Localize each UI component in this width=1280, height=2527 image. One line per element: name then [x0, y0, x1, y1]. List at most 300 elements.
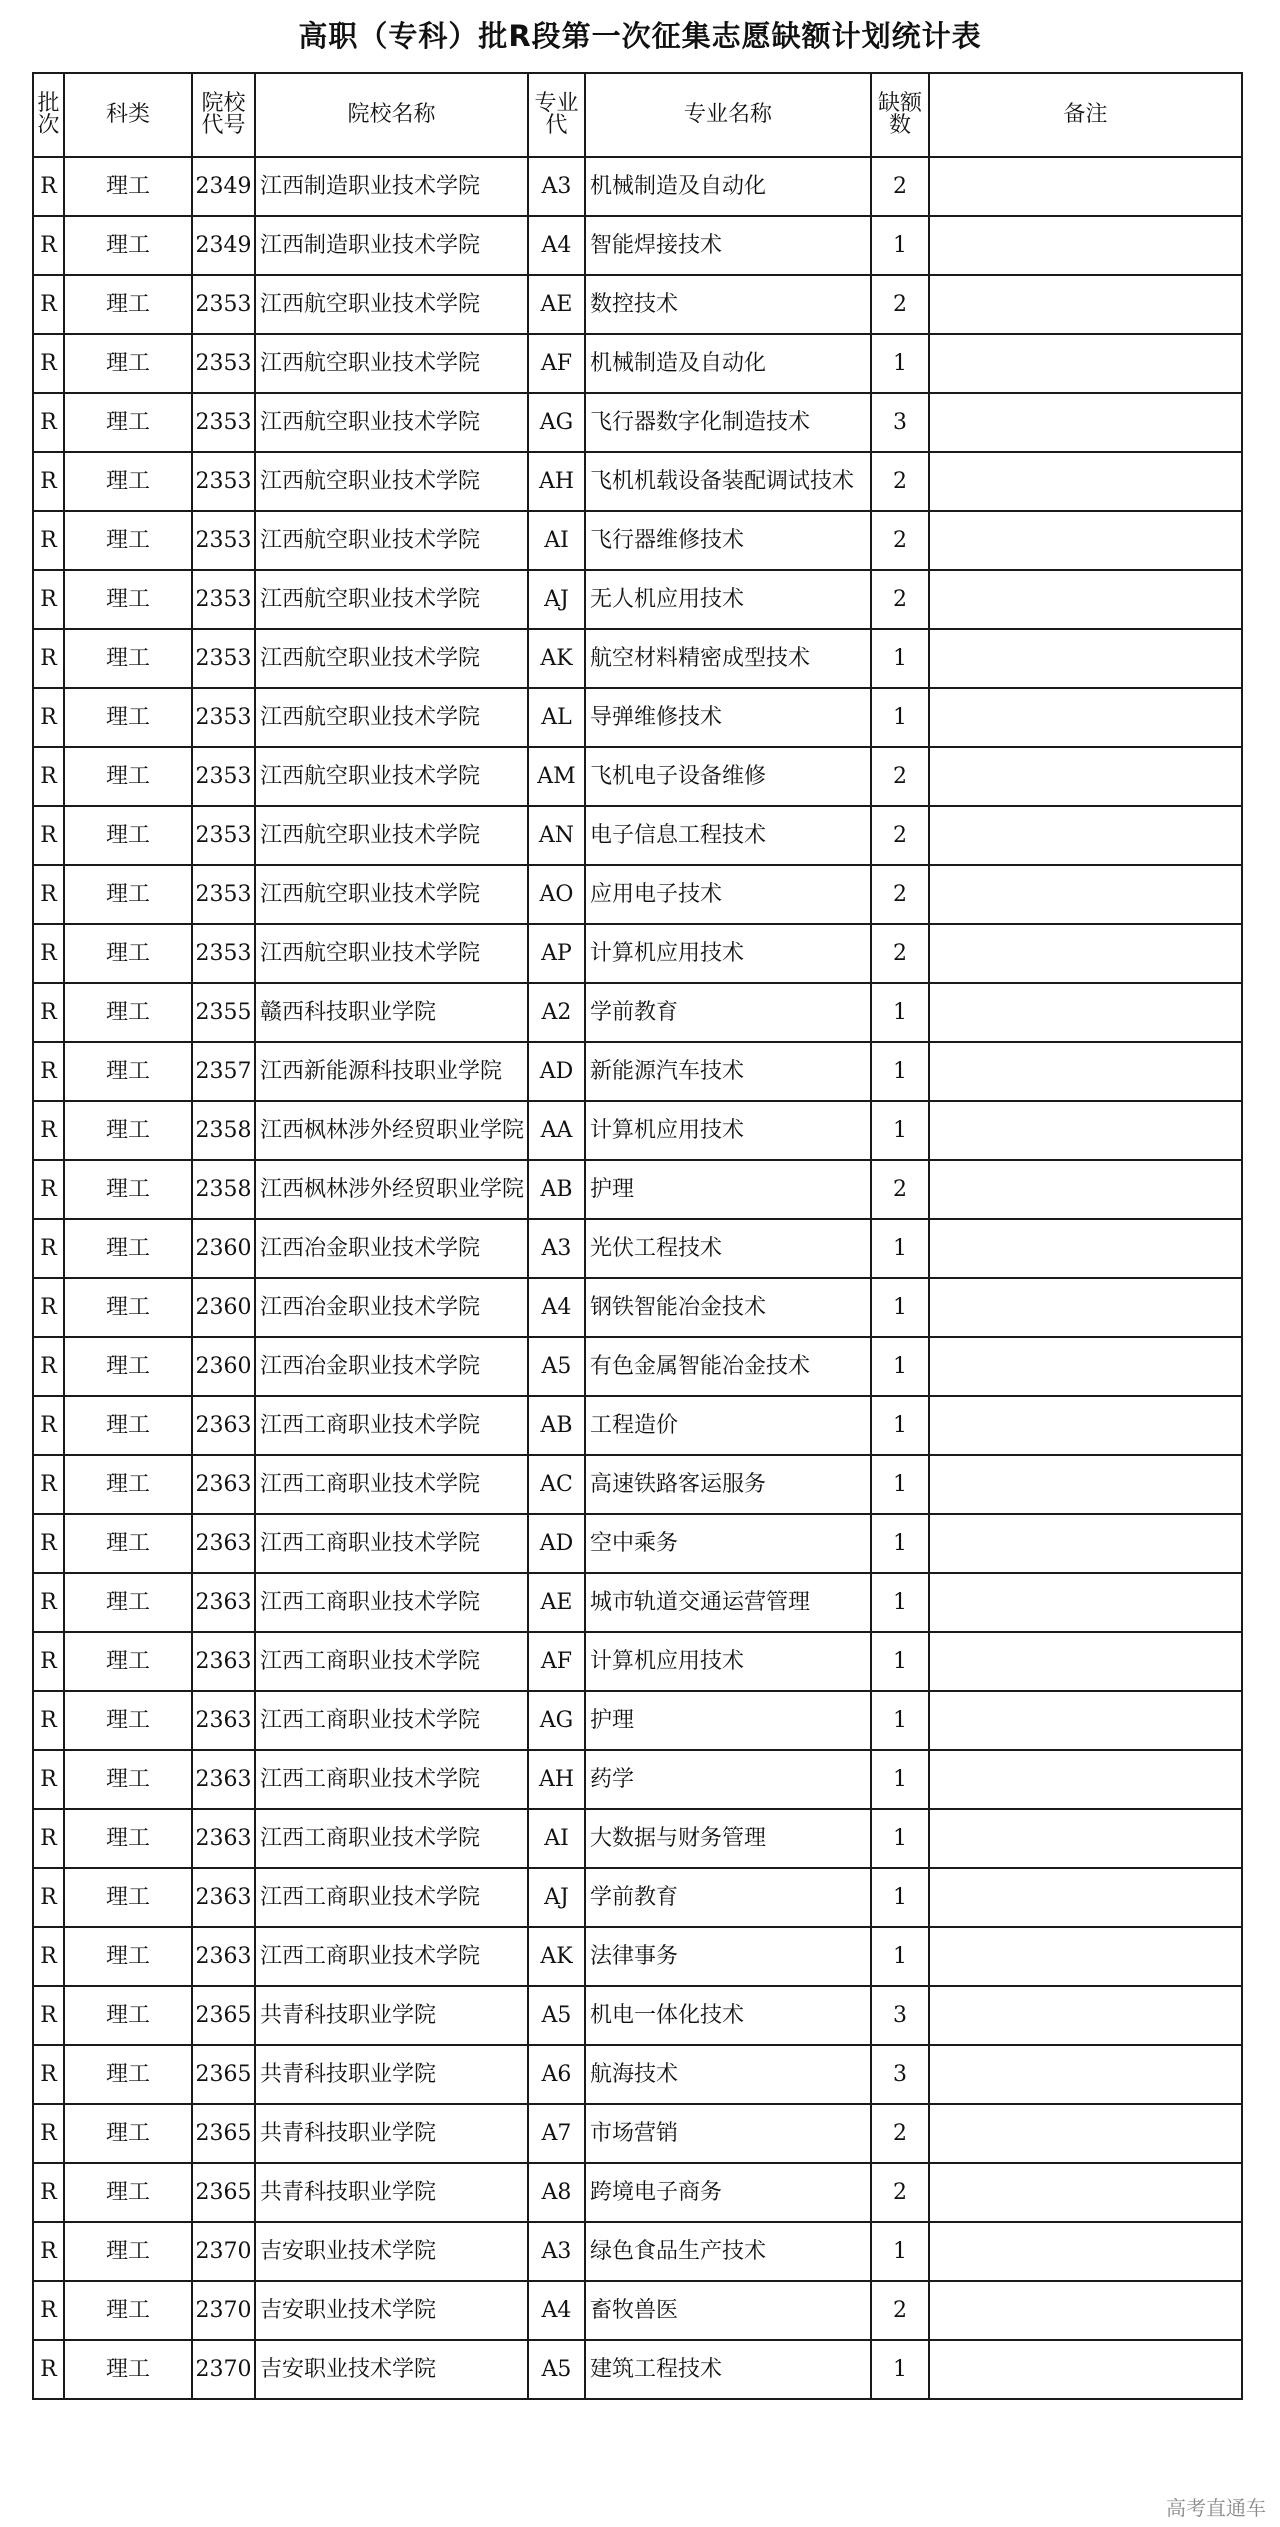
cell-school-code: 2363 — [192, 1868, 255, 1927]
cell-major-code: AH — [528, 1750, 585, 1809]
cell-school-code: 2355 — [192, 983, 255, 1042]
cell-school-name: 江西工商职业技术学院 — [255, 1573, 528, 1632]
cell-school-name: 江西冶金职业技术学院 — [255, 1278, 528, 1337]
cell-remark — [929, 1750, 1242, 1809]
cell-remark — [929, 1927, 1242, 1986]
table-row — [33, 1337, 1242, 1396]
header-school-name: 院校名称 — [255, 73, 528, 157]
table-row — [33, 2104, 1242, 2163]
cell-school-name: 江西航空职业技术学院 — [255, 865, 528, 924]
cell-school-code: 2353 — [192, 865, 255, 924]
table-row — [33, 1160, 1242, 1219]
cell-school-name: 江西航空职业技术学院 — [255, 570, 528, 629]
cell-school-code: 2358 — [192, 1101, 255, 1160]
cell-school-name: 江西工商职业技术学院 — [255, 1750, 528, 1809]
table-row — [33, 157, 1242, 216]
table-row — [33, 2281, 1242, 2340]
cell-school-code: 2363 — [192, 1573, 255, 1632]
cell-remark — [929, 747, 1242, 806]
cell-school-code: 2353 — [192, 275, 255, 334]
cell-category: 理工 — [64, 2340, 192, 2399]
cell-category: 理工 — [64, 1868, 192, 1927]
cell-school-code: 2363 — [192, 1514, 255, 1573]
cell-batch: R — [33, 1927, 64, 1986]
cell-category: 理工 — [64, 216, 192, 275]
cell-batch: R — [33, 334, 64, 393]
cell-batch: R — [33, 1042, 64, 1101]
cell-school-name: 江西冶金职业技术学院 — [255, 1337, 528, 1396]
cell-batch: R — [33, 1573, 64, 1632]
cell-category: 理工 — [64, 570, 192, 629]
cell-category: 理工 — [64, 1514, 192, 1573]
header-major-code: 专业代 — [528, 73, 585, 157]
table-body — [33, 157, 1242, 2399]
cell-major-code: A5 — [528, 2340, 585, 2399]
cell-major-code: AB — [528, 1396, 585, 1455]
cell-batch: R — [33, 2281, 64, 2340]
cell-category: 理工 — [64, 1278, 192, 1337]
cell-shortfall: 2 — [871, 2281, 929, 2340]
cell-major-code: A5 — [528, 1337, 585, 1396]
cell-school-code: 2360 — [192, 1219, 255, 1278]
cell-category: 理工 — [64, 983, 192, 1042]
cell-remark — [929, 1809, 1242, 1868]
table-row — [33, 865, 1242, 924]
cell-shortfall: 2 — [871, 1160, 929, 1219]
cell-batch: R — [33, 1514, 64, 1573]
cell-school-name: 共青科技职业学院 — [255, 2045, 528, 2104]
cell-remark — [929, 1160, 1242, 1219]
cell-major-name: 市场营销 — [585, 2104, 871, 2163]
table-row — [33, 747, 1242, 806]
cell-shortfall: 1 — [871, 1278, 929, 1337]
cell-batch: R — [33, 2163, 64, 2222]
table-row — [33, 1632, 1242, 1691]
cell-major-code: AP — [528, 924, 585, 983]
cell-batch: R — [33, 1986, 64, 2045]
cell-school-code: 2353 — [192, 688, 255, 747]
cell-shortfall: 1 — [871, 1101, 929, 1160]
cell-major-name: 跨境电子商务 — [585, 2163, 871, 2222]
table-row — [33, 334, 1242, 393]
cell-shortfall: 3 — [871, 2045, 929, 2104]
cell-major-code: A5 — [528, 1986, 585, 2045]
cell-major-code: A4 — [528, 216, 585, 275]
cell-remark — [929, 570, 1242, 629]
cell-category: 理工 — [64, 334, 192, 393]
cell-shortfall: 3 — [871, 1986, 929, 2045]
cell-major-code: A4 — [528, 2281, 585, 2340]
cell-major-name: 护理 — [585, 1691, 871, 1750]
cell-major-name: 学前教育 — [585, 983, 871, 1042]
cell-shortfall: 1 — [871, 1396, 929, 1455]
cell-school-code: 2353 — [192, 452, 255, 511]
cell-category: 理工 — [64, 275, 192, 334]
cell-major-name: 计算机应用技术 — [585, 924, 871, 983]
cell-school-name: 共青科技职业学院 — [255, 2104, 528, 2163]
cell-batch: R — [33, 1337, 64, 1396]
cell-major-name: 建筑工程技术 — [585, 2340, 871, 2399]
cell-school-code: 2363 — [192, 1809, 255, 1868]
table-row — [33, 2340, 1242, 2399]
cell-major-name: 航空材料精密成型技术 — [585, 629, 871, 688]
cell-major-name: 空中乘务 — [585, 1514, 871, 1573]
table-row — [33, 983, 1242, 1042]
cell-school-code: 2363 — [192, 1927, 255, 1986]
cell-school-code: 2353 — [192, 393, 255, 452]
cell-category: 理工 — [64, 1042, 192, 1101]
cell-category: 理工 — [64, 747, 192, 806]
cell-batch: R — [33, 806, 64, 865]
header-batch: 批次 — [33, 73, 64, 157]
cell-shortfall: 1 — [871, 1514, 929, 1573]
cell-shortfall: 2 — [871, 2104, 929, 2163]
cell-school-name: 吉安职业技术学院 — [255, 2222, 528, 2281]
cell-major-code: A6 — [528, 2045, 585, 2104]
cell-batch: R — [33, 570, 64, 629]
table-row — [33, 1691, 1242, 1750]
table-row — [33, 511, 1242, 570]
cell-school-name: 江西工商职业技术学院 — [255, 1396, 528, 1455]
cell-shortfall: 2 — [871, 157, 929, 216]
cell-remark — [929, 1691, 1242, 1750]
cell-school-code: 2353 — [192, 747, 255, 806]
header-shortfall: 缺额数 — [871, 73, 929, 157]
table-row — [33, 1278, 1242, 1337]
table-row — [33, 393, 1242, 452]
table-row — [33, 1101, 1242, 1160]
cell-major-name: 法律事务 — [585, 1927, 871, 1986]
cell-school-code: 2349 — [192, 216, 255, 275]
cell-category: 理工 — [64, 1927, 192, 1986]
cell-remark — [929, 1219, 1242, 1278]
cell-category: 理工 — [64, 1101, 192, 1160]
cell-batch: R — [33, 2340, 64, 2399]
cell-remark — [929, 1337, 1242, 1396]
cell-major-name: 飞机机载设备装配调试技术 — [585, 452, 871, 511]
cell-shortfall: 2 — [871, 2163, 929, 2222]
cell-school-code: 2365 — [192, 2045, 255, 2104]
cell-school-code: 2349 — [192, 157, 255, 216]
cell-batch: R — [33, 747, 64, 806]
cell-school-name: 吉安职业技术学院 — [255, 2340, 528, 2399]
cell-school-name: 江西航空职业技术学院 — [255, 334, 528, 393]
table-row — [33, 452, 1242, 511]
cell-batch: R — [33, 629, 64, 688]
cell-shortfall: 1 — [871, 1632, 929, 1691]
cell-major-code: AE — [528, 1573, 585, 1632]
table-row — [33, 1396, 1242, 1455]
cell-school-code: 2353 — [192, 570, 255, 629]
cell-shortfall: 2 — [871, 747, 929, 806]
cell-major-code: AL — [528, 688, 585, 747]
cell-remark — [929, 1514, 1242, 1573]
cell-remark — [929, 334, 1242, 393]
cell-school-code: 2363 — [192, 1455, 255, 1514]
cell-major-name: 计算机应用技术 — [585, 1632, 871, 1691]
cell-remark — [929, 216, 1242, 275]
cell-category: 理工 — [64, 806, 192, 865]
shortfall-table — [32, 72, 1243, 2400]
cell-school-name: 江西航空职业技术学院 — [255, 688, 528, 747]
table-header-row — [33, 73, 1242, 157]
cell-remark — [929, 452, 1242, 511]
header-category: 科类 — [64, 73, 192, 157]
cell-batch: R — [33, 865, 64, 924]
cell-remark — [929, 1868, 1242, 1927]
cell-remark — [929, 157, 1242, 216]
cell-category: 理工 — [64, 1396, 192, 1455]
cell-shortfall: 1 — [871, 1337, 929, 1396]
table-row — [33, 688, 1242, 747]
header-major-name: 专业名称 — [585, 73, 871, 157]
cell-major-code: AN — [528, 806, 585, 865]
watermark: 高考直通车 — [1166, 2496, 1266, 2520]
cell-remark — [929, 1986, 1242, 2045]
cell-school-code: 2370 — [192, 2222, 255, 2281]
cell-category: 理工 — [64, 1573, 192, 1632]
cell-batch: R — [33, 275, 64, 334]
cell-school-name: 江西枫林涉外经贸职业学院 — [255, 1160, 528, 1219]
cell-category: 理工 — [64, 1750, 192, 1809]
cell-batch: R — [33, 924, 64, 983]
cell-category: 理工 — [64, 157, 192, 216]
table-row — [33, 1219, 1242, 1278]
cell-batch: R — [33, 511, 64, 570]
cell-school-name: 江西枫林涉外经贸职业学院 — [255, 1101, 528, 1160]
cell-category: 理工 — [64, 393, 192, 452]
cell-shortfall: 1 — [871, 1691, 929, 1750]
cell-remark — [929, 2045, 1242, 2104]
cell-school-code: 2363 — [192, 1632, 255, 1691]
table-row — [33, 1455, 1242, 1514]
cell-major-name: 新能源汽车技术 — [585, 1042, 871, 1101]
cell-remark — [929, 2163, 1242, 2222]
cell-remark — [929, 2222, 1242, 2281]
cell-major-name: 飞行器数字化制造技术 — [585, 393, 871, 452]
cell-school-code: 2353 — [192, 806, 255, 865]
cell-major-name: 有色金属智能冶金技术 — [585, 1337, 871, 1396]
cell-shortfall: 1 — [871, 1868, 929, 1927]
cell-school-name: 江西制造职业技术学院 — [255, 216, 528, 275]
cell-school-name: 赣西科技职业学院 — [255, 983, 528, 1042]
cell-major-code: AB — [528, 1160, 585, 1219]
cell-school-code: 2365 — [192, 2104, 255, 2163]
cell-major-code: AK — [528, 629, 585, 688]
cell-category: 理工 — [64, 2163, 192, 2222]
cell-major-name: 机电一体化技术 — [585, 1986, 871, 2045]
cell-category: 理工 — [64, 1219, 192, 1278]
cell-category: 理工 — [64, 1691, 192, 1750]
page-title: 高职（专科）批R段第一次征集志愿缺额计划统计表 — [298, 19, 982, 53]
cell-school-code: 2358 — [192, 1160, 255, 1219]
table-row — [33, 2045, 1242, 2104]
cell-major-code: AD — [528, 1042, 585, 1101]
table-row — [33, 1750, 1242, 1809]
table-row — [33, 216, 1242, 275]
cell-major-code: AD — [528, 1514, 585, 1573]
cell-category: 理工 — [64, 1455, 192, 1514]
cell-category: 理工 — [64, 1632, 192, 1691]
cell-batch: R — [33, 1868, 64, 1927]
cell-batch: R — [33, 452, 64, 511]
cell-shortfall: 1 — [871, 334, 929, 393]
cell-major-code: A3 — [528, 157, 585, 216]
cell-school-code: 2357 — [192, 1042, 255, 1101]
cell-remark — [929, 275, 1242, 334]
table-row — [33, 1986, 1242, 2045]
table-row — [33, 1809, 1242, 1868]
cell-school-code: 2360 — [192, 1278, 255, 1337]
cell-school-code: 2363 — [192, 1750, 255, 1809]
table-row — [33, 924, 1242, 983]
cell-category: 理工 — [64, 2281, 192, 2340]
table-row — [33, 1927, 1242, 1986]
cell-school-code: 2363 — [192, 1396, 255, 1455]
cell-shortfall: 2 — [871, 452, 929, 511]
cell-major-name: 工程造价 — [585, 1396, 871, 1455]
cell-school-name: 江西工商职业技术学院 — [255, 1514, 528, 1573]
cell-major-code: AI — [528, 1809, 585, 1868]
table-row — [33, 2163, 1242, 2222]
cell-major-name: 机械制造及自动化 — [585, 334, 871, 393]
cell-major-name: 数控技术 — [585, 275, 871, 334]
cell-major-code: AF — [528, 334, 585, 393]
cell-school-name: 江西制造职业技术学院 — [255, 157, 528, 216]
cell-shortfall: 1 — [871, 1455, 929, 1514]
cell-shortfall: 1 — [871, 1219, 929, 1278]
cell-shortfall: 2 — [871, 511, 929, 570]
cell-school-code: 2365 — [192, 1986, 255, 2045]
cell-school-code: 2363 — [192, 1691, 255, 1750]
cell-shortfall: 1 — [871, 1042, 929, 1101]
cell-school-name: 江西航空职业技术学院 — [255, 275, 528, 334]
cell-major-code: A7 — [528, 2104, 585, 2163]
cell-category: 理工 — [64, 1809, 192, 1868]
cell-batch: R — [33, 1632, 64, 1691]
cell-school-name: 吉安职业技术学院 — [255, 2281, 528, 2340]
cell-major-name: 飞行器维修技术 — [585, 511, 871, 570]
cell-major-code: A8 — [528, 2163, 585, 2222]
cell-category: 理工 — [64, 2222, 192, 2281]
cell-major-code: AF — [528, 1632, 585, 1691]
cell-remark — [929, 983, 1242, 1042]
cell-school-code: 2365 — [192, 2163, 255, 2222]
cell-major-code: AJ — [528, 1868, 585, 1927]
table-row — [33, 2222, 1242, 2281]
cell-school-code: 2370 — [192, 2340, 255, 2399]
cell-shortfall: 1 — [871, 1927, 929, 1986]
cell-remark — [929, 1573, 1242, 1632]
cell-school-name: 江西航空职业技术学院 — [255, 806, 528, 865]
header-school-code: 院校代号 — [192, 73, 255, 157]
cell-batch: R — [33, 157, 64, 216]
header-remark: 备注 — [929, 73, 1242, 157]
cell-major-name: 机械制造及自动化 — [585, 157, 871, 216]
cell-shortfall: 2 — [871, 570, 929, 629]
cell-remark — [929, 1455, 1242, 1514]
cell-school-name: 江西航空职业技术学院 — [255, 747, 528, 806]
cell-school-name: 江西航空职业技术学院 — [255, 393, 528, 452]
cell-category: 理工 — [64, 2104, 192, 2163]
cell-remark — [929, 629, 1242, 688]
cell-batch: R — [33, 1278, 64, 1337]
cell-batch: R — [33, 1809, 64, 1868]
cell-shortfall: 2 — [871, 924, 929, 983]
cell-batch: R — [33, 2222, 64, 2281]
cell-batch: R — [33, 1101, 64, 1160]
cell-major-code: A2 — [528, 983, 585, 1042]
cell-shortfall: 1 — [871, 216, 929, 275]
cell-shortfall: 2 — [871, 865, 929, 924]
cell-major-name: 城市轨道交通运营管理 — [585, 1573, 871, 1632]
table-row — [33, 1868, 1242, 1927]
cell-batch: R — [33, 1691, 64, 1750]
cell-major-name: 计算机应用技术 — [585, 1101, 871, 1160]
table-row — [33, 1514, 1242, 1573]
table-row — [33, 629, 1242, 688]
cell-major-code: AI — [528, 511, 585, 570]
cell-major-code: A3 — [528, 2222, 585, 2281]
cell-major-code: AK — [528, 1927, 585, 1986]
cell-shortfall: 1 — [871, 983, 929, 1042]
cell-school-name: 江西新能源科技职业学院 — [255, 1042, 528, 1101]
cell-school-code: 2370 — [192, 2281, 255, 2340]
cell-remark — [929, 924, 1242, 983]
cell-school-name: 共青科技职业学院 — [255, 1986, 528, 2045]
cell-batch: R — [33, 2045, 64, 2104]
cell-category: 理工 — [64, 511, 192, 570]
cell-school-name: 江西工商职业技术学院 — [255, 1632, 528, 1691]
cell-batch: R — [33, 983, 64, 1042]
cell-remark — [929, 511, 1242, 570]
cell-remark — [929, 1278, 1242, 1337]
cell-remark — [929, 1396, 1242, 1455]
cell-batch: R — [33, 688, 64, 747]
cell-major-name: 飞机电子设备维修 — [585, 747, 871, 806]
cell-remark — [929, 2281, 1242, 2340]
cell-school-code: 2360 — [192, 1337, 255, 1396]
cell-category: 理工 — [64, 2045, 192, 2104]
cell-school-code: 2353 — [192, 511, 255, 570]
cell-category: 理工 — [64, 1986, 192, 2045]
cell-batch: R — [33, 1455, 64, 1514]
cell-major-code: AM — [528, 747, 585, 806]
cell-major-code: AO — [528, 865, 585, 924]
cell-major-code: A3 — [528, 1219, 585, 1278]
cell-remark — [929, 806, 1242, 865]
cell-batch: R — [33, 1750, 64, 1809]
cell-shortfall: 1 — [871, 2340, 929, 2399]
cell-remark — [929, 865, 1242, 924]
cell-shortfall: 1 — [871, 2222, 929, 2281]
cell-category: 理工 — [64, 1160, 192, 1219]
table-row — [33, 806, 1242, 865]
cell-major-code: AJ — [528, 570, 585, 629]
cell-school-name: 江西工商职业技术学院 — [255, 1927, 528, 1986]
table-row — [33, 570, 1242, 629]
cell-batch: R — [33, 1396, 64, 1455]
cell-shortfall: 1 — [871, 1809, 929, 1868]
cell-remark — [929, 393, 1242, 452]
table-row — [33, 1573, 1242, 1632]
cell-major-code: AG — [528, 393, 585, 452]
cell-major-name: 大数据与财务管理 — [585, 1809, 871, 1868]
cell-school-name: 江西工商职业技术学院 — [255, 1455, 528, 1514]
cell-major-code: A4 — [528, 1278, 585, 1337]
cell-major-name: 导弹维修技术 — [585, 688, 871, 747]
cell-shortfall: 2 — [871, 275, 929, 334]
